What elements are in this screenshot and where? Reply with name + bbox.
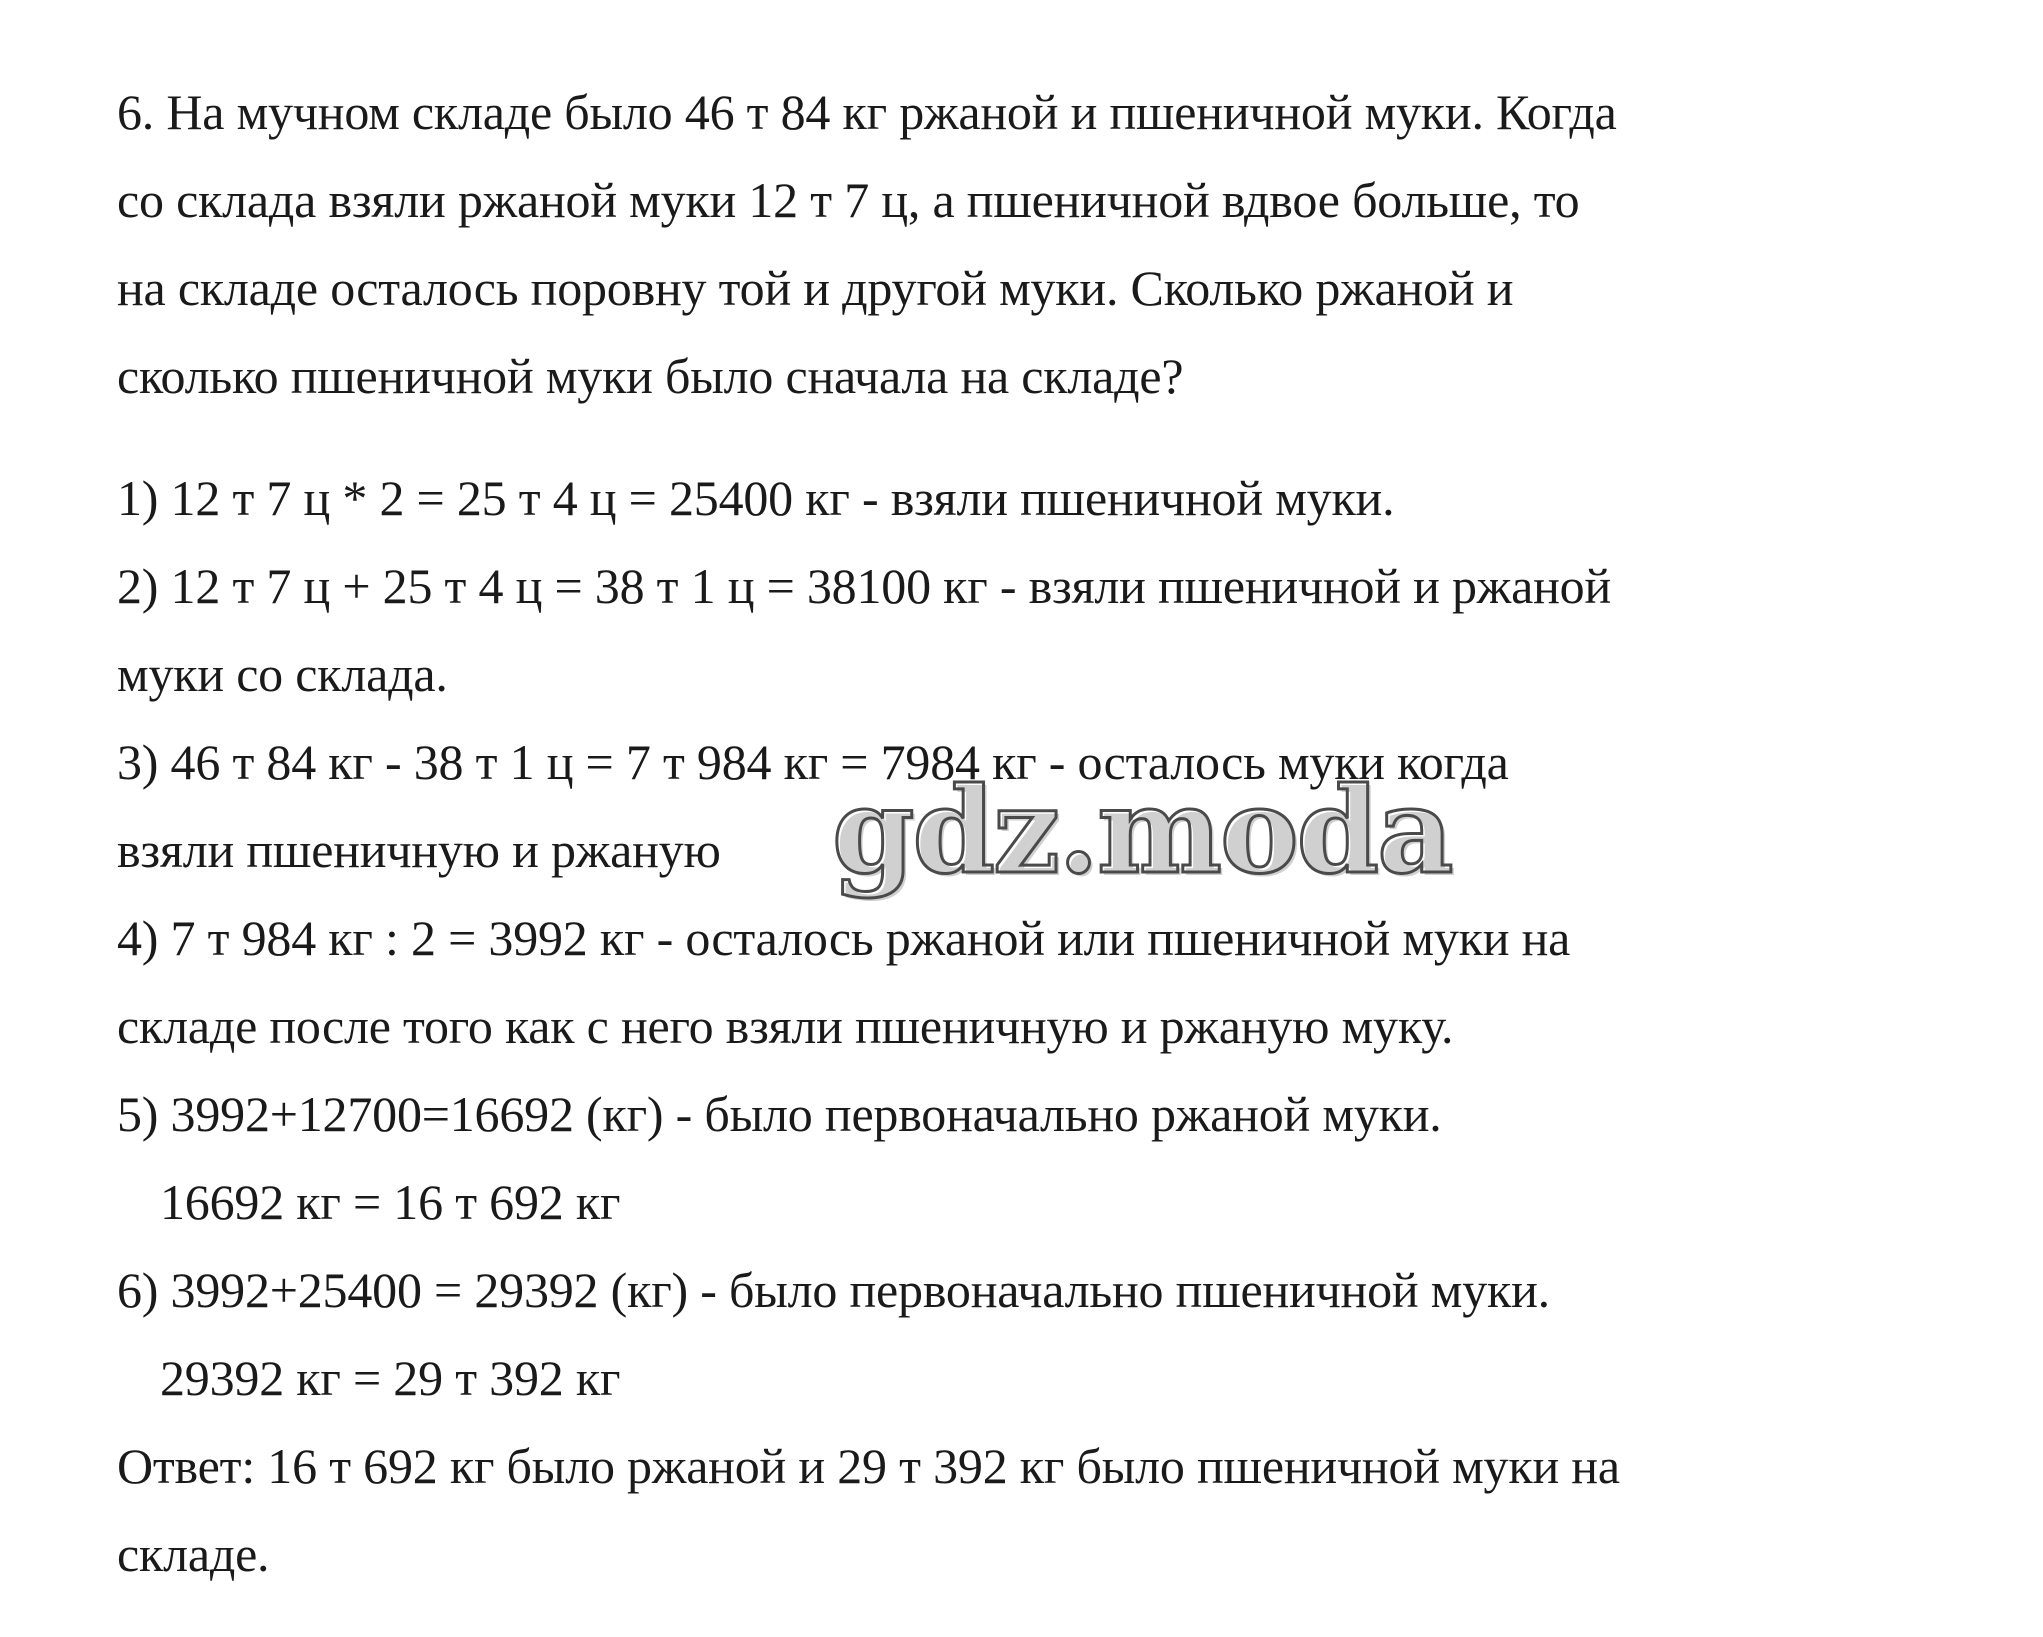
problem-statement bbox=[117, 68, 1977, 420]
solution-line: 3) 46 т 84 кг - 38 т 1 ц = 7 т 984 кг = 7984 кг - осталось муки когда bbox=[117, 734, 1509, 790]
solution-line: 6) 3992+25400 = 29392 (кг) - было первоначально пшеничной муки. bbox=[117, 1262, 1550, 1318]
answer bbox=[117, 1422, 1977, 1598]
problem-line: на складе осталось поровну той и другой муки. Сколько ржаной и bbox=[117, 260, 1514, 316]
solution-line: муки со склада. bbox=[117, 646, 448, 702]
problem-line: сколько пшеничной муки было сначала на складе? bbox=[117, 348, 1184, 404]
solution-line: 5) 3992+12700=16692 (кг) - было первоначально ржаной муки. bbox=[117, 1086, 1442, 1142]
solution-line: 2) 12 т 7 ц + 25 т 4 ц = 38 т 1 ц = 38100 кг - взяли пшеничной и ржаной bbox=[117, 558, 1612, 614]
solution-line: 16692 кг = 16 т 692 кг bbox=[160, 1174, 621, 1230]
watermark-logo: gdz.moda bbox=[832, 761, 1452, 900]
solution-line: складе после того как с него взяли пшеничную и ржаную муку. bbox=[117, 998, 1454, 1054]
solution-line: 1) 12 т 7 ц * 2 = 25 т 4 ц = 25400 кг - взяли пшеничной муки. bbox=[117, 470, 1395, 526]
solution-line: взяли пшеничную и ржаную bbox=[117, 822, 721, 878]
problem-line: 6. На мучном складе было 46 т 84 кг ржаной и пшеничной муки. Когда bbox=[117, 84, 1617, 140]
section-gap bbox=[117, 420, 1977, 454]
answer-line: складе. bbox=[117, 1526, 270, 1582]
solution-line: 4) 7 т 984 кг : 2 = 3992 кг - осталось ржаной или пшеничной муки на bbox=[117, 910, 1571, 966]
answer-line: Ответ: 16 т 692 кг было ржаной и 29 т 392 кг было пшеничной муки на bbox=[117, 1438, 1620, 1494]
solution-steps bbox=[117, 454, 1977, 1422]
problem-line: со склада взяли ржаной муки 12 т 7 ц, а пшеничной вдвое больше, то bbox=[117, 172, 1580, 228]
solution-line: 29392 кг = 29 т 392 кг bbox=[160, 1350, 621, 1406]
